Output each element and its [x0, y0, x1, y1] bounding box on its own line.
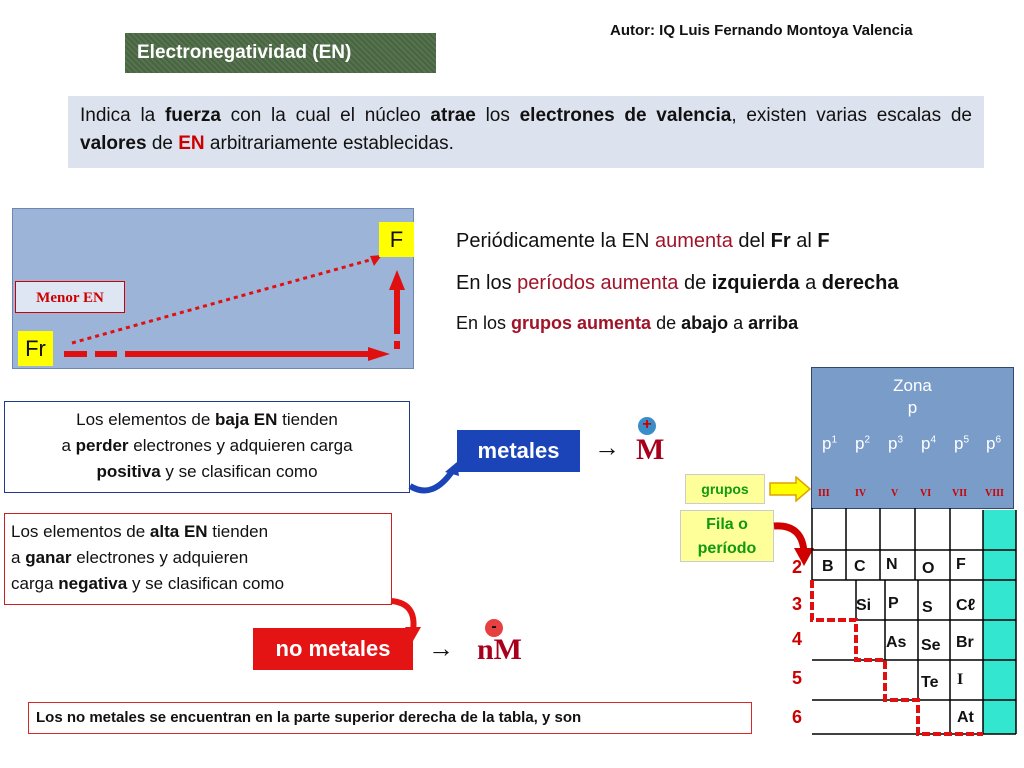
group-roman-6: VI: [920, 488, 932, 499]
intro-strong: electrones de valencia: [519, 105, 732, 126]
p-label-1: $p^1$: [822, 434, 838, 453]
negative-charge-icon: -: [485, 619, 503, 637]
low-en-text: Los elementos de: [76, 410, 216, 429]
low-en-line2: [5, 433, 409, 459]
intro-strong: atrae: [430, 105, 476, 126]
high-en-text: y se clasifican como: [127, 574, 285, 593]
trend-highlight: aumenta: [654, 230, 733, 252]
trend-text: En los: [456, 272, 518, 294]
fila-label-line2: período: [697, 540, 757, 557]
trend-text: de: [651, 313, 682, 333]
trend-highlight: períodos aumenta: [517, 272, 679, 294]
element-astatine: At: [957, 709, 974, 726]
trend-text: a: [799, 272, 822, 294]
p-block-table: [810, 508, 1020, 738]
period-number-6: 6: [792, 707, 803, 727]
p-label-4: $p^4$: [921, 434, 937, 453]
high-en-line1: [11, 519, 391, 545]
horizontal-arrow-head: [368, 347, 390, 361]
element-arsenic: As: [886, 634, 907, 651]
menor-en-label: Menor EN: [15, 281, 125, 313]
intro-text: los: [475, 105, 520, 126]
p-label-3: $p^3$: [888, 434, 904, 453]
element-sulfur: S: [922, 599, 933, 616]
intro-strong: fuerza: [164, 105, 221, 126]
francium-badge: Fr: [18, 331, 53, 366]
group-roman-8: VIII: [985, 488, 1004, 499]
high-en-text: electrones y adquieren: [71, 548, 249, 567]
right-arrow-icon: →: [428, 633, 454, 663]
vertical-arrow-head: [389, 270, 405, 290]
period-number-3: 3: [792, 594, 803, 614]
author-credit: Autor: IQ Luis Fernando Montoya Valencia: [610, 22, 913, 39]
high-en-text: a: [11, 548, 26, 567]
low-en-strong: perder: [75, 436, 129, 455]
trend-strong: abajo: [681, 313, 729, 333]
bottom-note: Los no metales se encuentran en la parte superior derecha de la tabla, y son: [28, 702, 752, 734]
high-en-strong: alta EN: [149, 522, 208, 541]
trend-highlight: grupos aumenta: [511, 313, 652, 333]
trend-line-periods: [456, 272, 899, 295]
group-roman-4: IV: [855, 488, 867, 499]
zona-title-line2: p: [907, 398, 918, 417]
element-carbon: C: [854, 558, 866, 575]
zona-p-title: [811, 375, 1014, 419]
element-silicon: Si: [856, 597, 872, 614]
p-label-2: $p^2$: [855, 434, 871, 453]
intro-definition: [68, 96, 984, 168]
fila-label-line1: Fila o: [706, 516, 748, 533]
grupos-arrow-icon: [768, 476, 812, 502]
low-en-line3: [5, 459, 409, 485]
right-arrow-icon: →: [594, 432, 620, 462]
element-bromine: Br: [956, 634, 974, 651]
group-roman-3: III: [818, 488, 830, 499]
grupos-label: grupos: [685, 474, 765, 504]
trend-strong: derecha: [821, 272, 899, 294]
high-en-box: [4, 513, 392, 605]
intro-text: arbitrariamente establecidas.: [204, 133, 454, 154]
positive-charge-icon: +: [638, 417, 656, 435]
trend-strong: arriba: [748, 313, 799, 333]
slide-title: Electronegatividad (EN): [125, 33, 436, 73]
period-number-4: 4: [792, 629, 803, 649]
trend-text: del: [732, 230, 771, 252]
high-en-text: tienden: [207, 522, 269, 541]
intro-en-highlight: EN: [178, 133, 205, 154]
intro-text: de: [146, 133, 179, 154]
high-en-text: carga: [11, 574, 59, 593]
trend-text: En los: [456, 313, 512, 333]
element-phosphorus: P: [888, 595, 899, 612]
fila-periodo-label: [680, 510, 774, 562]
element-tellurium: Te: [921, 674, 939, 691]
fluorine-badge: F: [379, 222, 414, 257]
intro-strong: valores: [80, 133, 147, 154]
high-en-line2: [11, 545, 391, 571]
group-roman-7: VII: [952, 488, 968, 499]
p-label-6: $p^6$: [986, 434, 1002, 453]
low-en-line1: [5, 407, 409, 433]
low-en-strong: baja EN: [215, 410, 278, 429]
low-en-text: y se clasifican como: [160, 462, 318, 481]
trend-text: a: [728, 313, 749, 333]
p-label-5: $p^5$: [954, 434, 970, 453]
low-en-strong: positiva: [96, 462, 161, 481]
low-en-text: electrones y adquieren carga: [128, 436, 353, 455]
element-oxygen: O: [922, 560, 935, 577]
trend-line-periodic: [456, 230, 830, 253]
high-en-text: Los elementos de: [11, 522, 150, 541]
intro-text: Indica la: [80, 105, 165, 126]
element-selenium: Se: [921, 637, 941, 654]
curved-arrow-metales: [405, 458, 465, 500]
period-number-5: 5: [792, 668, 803, 688]
element-nitrogen: N: [886, 556, 898, 573]
element-iodine: I: [957, 671, 964, 688]
group-roman-5: V: [891, 488, 899, 499]
low-en-text: a: [61, 436, 76, 455]
trend-text: de: [678, 272, 712, 294]
element-chlorine: Cℓ: [956, 597, 976, 614]
high-en-strong: ganar: [25, 548, 72, 567]
element-boron: B: [822, 558, 834, 575]
high-en-strong: negativa: [58, 574, 128, 593]
metales-label: metales: [457, 430, 580, 472]
low-en-box: [4, 401, 410, 493]
element-fluorine: F: [956, 556, 966, 573]
period-number-2: 2: [792, 557, 803, 577]
high-en-line3: [11, 571, 391, 597]
zona-title-line1: Zona: [893, 376, 932, 395]
trend-strong: F: [817, 230, 830, 252]
trend-strong: izquierda: [711, 272, 800, 294]
no-metales-label: no metales: [253, 628, 413, 670]
metal-symbol: M: [636, 433, 665, 466]
trend-text: Periódicamente la EN: [456, 230, 655, 252]
nonmetal-symbol: nM: [477, 633, 522, 666]
intro-text: , existen varias escalas de: [731, 105, 972, 126]
intro-text: con la cual el núcleo: [220, 105, 431, 126]
trend-strong: Fr: [770, 230, 791, 252]
low-en-text: tienden: [277, 410, 338, 429]
trend-text: al: [790, 230, 818, 252]
trend-line-groups: [456, 313, 798, 334]
